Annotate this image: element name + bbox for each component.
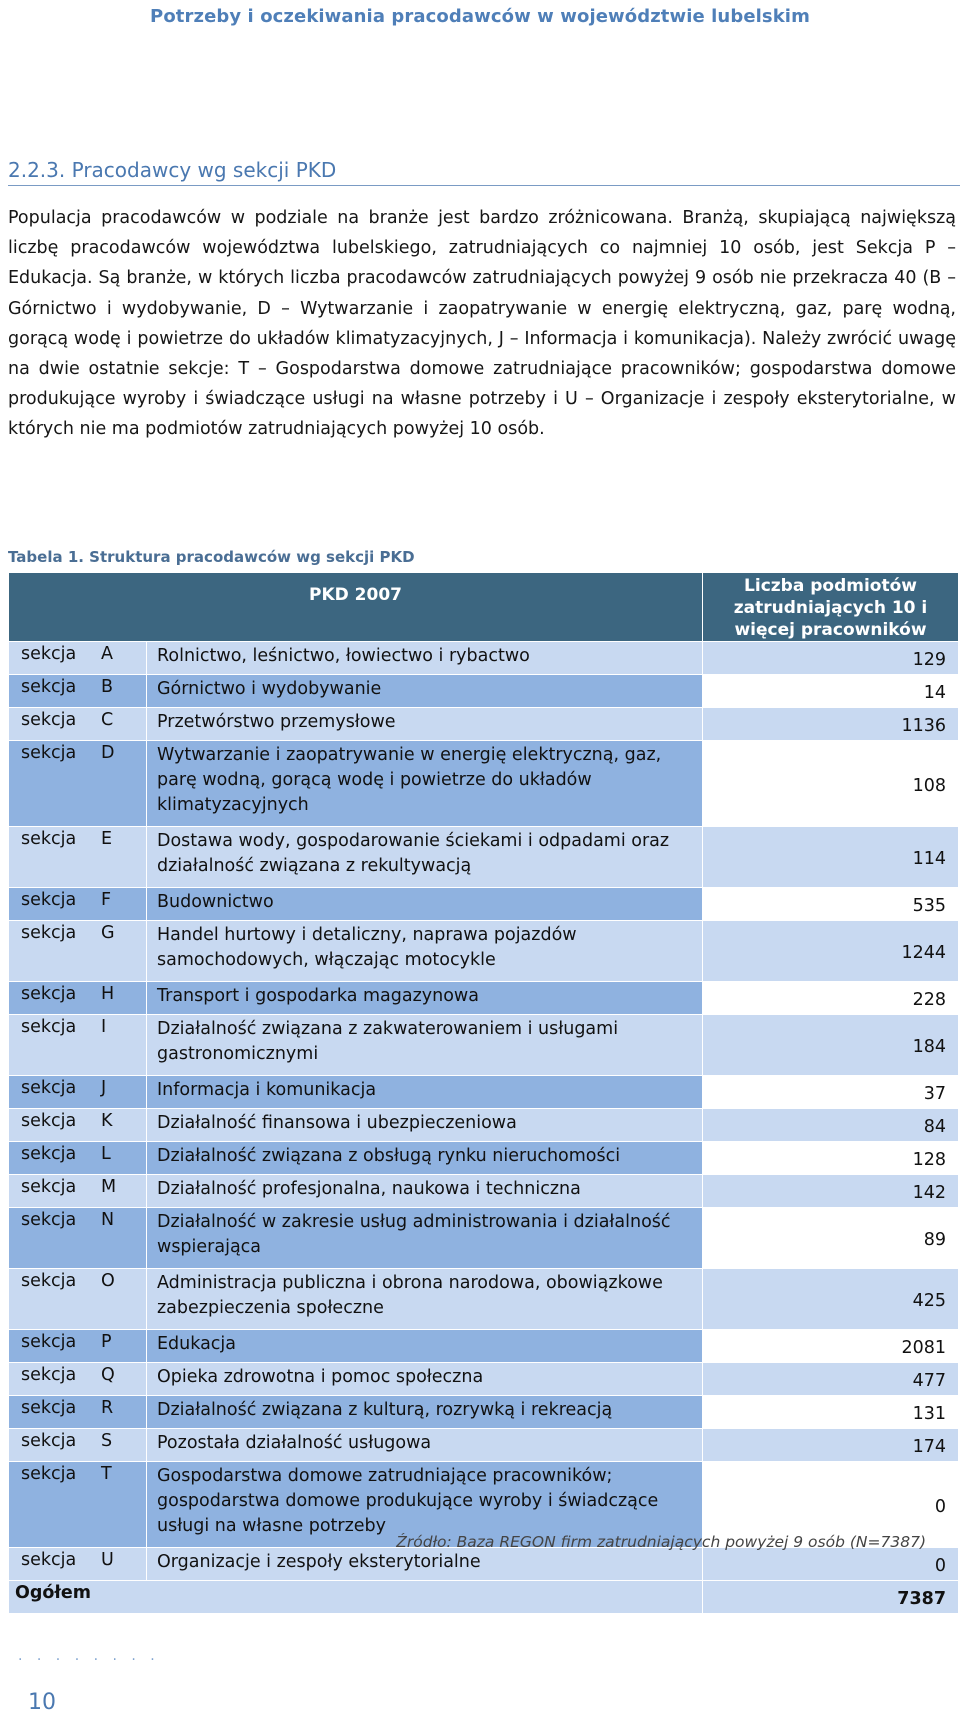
table-row — [9, 1109, 959, 1142]
source-note: Źródło: Baza REGON firm zatrudniających powyżej 9 osób (N=7387) — [396, 1533, 926, 1551]
section-value: 477 — [703, 1363, 959, 1396]
section-name: Działalność związana z zakwaterowaniem i usługami gastronomicznymi — [147, 1015, 703, 1076]
section-word: sekcja — [21, 829, 77, 849]
section-code-cell — [9, 1109, 147, 1142]
header-pkd: PKD 2007 — [9, 573, 703, 642]
section-code-cell — [9, 675, 147, 708]
section-value: 228 — [703, 982, 959, 1015]
section-word: sekcja — [21, 1431, 77, 1451]
section-word: sekcja — [21, 710, 77, 730]
section-heading: 2.2.3. Pracodawcy wg sekcji PKD — [8, 158, 960, 186]
table-header-row — [9, 573, 959, 642]
section-letter: Q — [101, 1365, 115, 1385]
section-code-cell — [9, 708, 147, 741]
section-value: 0 — [703, 1548, 959, 1581]
section-value: 535 — [703, 888, 959, 921]
section-word: sekcja — [21, 644, 77, 664]
table-row — [9, 1015, 959, 1076]
section-code-cell — [9, 1396, 147, 1429]
section-letter: D — [101, 743, 115, 763]
section-word: sekcja — [21, 1111, 77, 1131]
section-name: Pozostała działalność usługowa — [147, 1429, 703, 1462]
table-row — [9, 982, 959, 1015]
table-row — [9, 708, 959, 741]
total-label: Ogółem — [9, 1581, 703, 1614]
section-word: sekcja — [21, 1398, 77, 1418]
table-row — [9, 1076, 959, 1109]
section-value: 129 — [703, 642, 959, 675]
section-name: Działalność finansowa i ubezpieczeniowa — [147, 1109, 703, 1142]
section-letter: P — [101, 1332, 112, 1352]
section-name: Organizacje i zespoły eksterytorialne — [147, 1548, 703, 1581]
section-name: Budownictwo — [147, 888, 703, 921]
section-letter: O — [101, 1271, 115, 1291]
section-code-cell — [9, 1462, 147, 1548]
running-header: Potrzeby i oczekiwania pracodawców w województwie lubelskim — [150, 6, 810, 27]
section-name: Wytwarzanie i zaopatrywanie w energię elektryczną, gaz, parę wodną, gorącą wodę i powietrze do układów klimatyzacyjnych — [147, 741, 703, 827]
page-number: 10 — [28, 1690, 56, 1715]
section-word: sekcja — [21, 1017, 77, 1037]
section-value: 142 — [703, 1175, 959, 1208]
table-row — [9, 1142, 959, 1175]
section-letter: E — [101, 829, 113, 849]
section-letter: S — [101, 1431, 113, 1451]
section-word: sekcja — [21, 1550, 77, 1570]
section-code-cell — [9, 1175, 147, 1208]
table-body — [9, 642, 959, 1614]
section-word: sekcja — [21, 923, 77, 943]
table-row — [9, 888, 959, 921]
table-row — [9, 1396, 959, 1429]
section-name: Górnictwo i wydobywanie — [147, 675, 703, 708]
section-code-cell — [9, 982, 147, 1015]
table-row — [9, 741, 959, 827]
section-word: sekcja — [21, 1177, 77, 1197]
section-letter: R — [101, 1398, 114, 1418]
section-name: Dostawa wody, gospodarowanie ściekami i odpadami oraz działalność związana z rekultywacją — [147, 827, 703, 888]
section-word: sekcja — [21, 984, 77, 1004]
section-value: 174 — [703, 1429, 959, 1462]
section-code-cell — [9, 1142, 147, 1175]
table-row — [9, 675, 959, 708]
section-word: sekcja — [21, 1210, 77, 1230]
section-code-cell — [9, 1330, 147, 1363]
table-caption: Tabela 1. Struktura pracodawców wg sekcji PKD — [8, 548, 415, 566]
section-code-cell — [9, 1363, 147, 1396]
table-row — [9, 1208, 959, 1269]
section-word: sekcja — [21, 1144, 77, 1164]
header-count: Liczba podmiotów zatrudniających 10 i więcej pracowników — [703, 573, 959, 642]
table-row — [9, 1175, 959, 1208]
section-value: 89 — [703, 1208, 959, 1269]
table-row — [9, 1363, 959, 1396]
section-letter: A — [101, 644, 113, 664]
table-row — [9, 827, 959, 888]
section-name: Działalność związana z kulturą, rozrywką i rekreacją — [147, 1396, 703, 1429]
pkd-table — [8, 572, 959, 1614]
section-name: Transport i gospodarka magazynowa — [147, 982, 703, 1015]
section-name: Gospodarstwa domowe zatrudniające pracowników; gospodarstwa domowe produkujące wyroby i świadczące usługi na własne potrzeby — [147, 1462, 703, 1548]
section-name: Opieka zdrowotna i pomoc społeczna — [147, 1363, 703, 1396]
section-letter: T — [101, 1464, 112, 1484]
section-code-cell — [9, 921, 147, 982]
section-value: 0 — [703, 1462, 959, 1548]
section-code-cell — [9, 827, 147, 888]
section-code-cell — [9, 1076, 147, 1109]
section-word: sekcja — [21, 1365, 77, 1385]
section-code-cell — [9, 1548, 147, 1581]
section-letter: B — [101, 677, 114, 697]
section-name: Handel hurtowy i detaliczny, naprawa pojazdów samochodowych, włączając motocykle — [147, 921, 703, 982]
section-value: 1244 — [703, 921, 959, 982]
section-value: 84 — [703, 1109, 959, 1142]
section-name: Działalność profesjonalna, naukowa i techniczna — [147, 1175, 703, 1208]
section-word: sekcja — [21, 677, 77, 697]
section-code-cell — [9, 1269, 147, 1330]
section-value: 425 — [703, 1269, 959, 1330]
table-row — [9, 1548, 959, 1581]
section-value: 14 — [703, 675, 959, 708]
section-letter: C — [101, 710, 114, 730]
section-code-cell — [9, 1208, 147, 1269]
section-code-cell — [9, 1429, 147, 1462]
section-name: Przetwórstwo przemysłowe — [147, 708, 703, 741]
section-value: 1136 — [703, 708, 959, 741]
section-value: 114 — [703, 827, 959, 888]
table-row — [9, 1330, 959, 1363]
section-word: sekcja — [21, 1078, 77, 1098]
section-name: Działalność w zakresie usług administrowania i działalność wspierająca — [147, 1208, 703, 1269]
section-code-cell — [9, 1015, 147, 1076]
section-letter: N — [101, 1210, 115, 1230]
section-letter: I — [101, 1017, 107, 1037]
section-word: sekcja — [21, 743, 77, 763]
section-value: 131 — [703, 1396, 959, 1429]
section-letter: G — [101, 923, 115, 943]
section-word: sekcja — [21, 1464, 77, 1484]
intro-paragraph: Populacja pracodawców w podziale na branże jest bardzo zróżnicowana. Branżą, skupiającą największą liczbę pracodawców województwa lubelskiego, zatrudniających co najmniej 10 osób, jest Sekcja P – Edukacja. Są branże, w których liczba pracodawców zatrudniających powyżej 9 osób nie przekracza 40 (B – Górnictwo i wydobywanie, D – Wytwarzanie i zaopatrywanie w energię elektryczną, gaz, parę wodną, gorącą wodę i powietrze do układów klimatyzacyjnych, J – Informacja i komunikacja). Należy zwrócić uwagę na dwie ostatnie sekcje: T – Gospodarstwa domowe zatrudniające pracowników; gospodarstwa domowe produkujące wyroby i świadczące usługi na własne potrzeby i U – Organizacje i zespoły eksterytorialne, w których nie ma podmiotów zatrudniających powyżej 10 osób. — [8, 208, 956, 440]
section-letter: K — [101, 1111, 113, 1131]
table-row — [9, 921, 959, 982]
total-value: 7387 — [703, 1581, 959, 1614]
section-letter: F — [101, 890, 112, 910]
section-code-cell — [9, 741, 147, 827]
table-row — [9, 1269, 959, 1330]
section-letter: J — [101, 1078, 107, 1098]
section-value: 37 — [703, 1076, 959, 1109]
section-letter: U — [101, 1550, 114, 1570]
section-name: Rolnictwo, leśnictwo, łowiectwo i rybactwo — [147, 642, 703, 675]
section-code-cell — [9, 642, 147, 675]
section-value: 128 — [703, 1142, 959, 1175]
table-row — [9, 642, 959, 675]
section-value: 2081 — [703, 1330, 959, 1363]
section-name: Działalność związana z obsługą rynku nieruchomości — [147, 1142, 703, 1175]
section-value: 184 — [703, 1015, 959, 1076]
section-code-cell — [9, 888, 147, 921]
section-word: sekcja — [21, 890, 77, 910]
section-letter: L — [101, 1144, 111, 1164]
total-row — [9, 1581, 959, 1614]
table-row — [9, 1429, 959, 1462]
footer-dots: · · · · · · · · — [18, 1652, 160, 1668]
section-name: Administracja publiczna i obrona narodowa, obowiązkowe zabezpieczenia społeczne — [147, 1269, 703, 1330]
section-letter: H — [101, 984, 115, 1004]
section-word: sekcja — [21, 1271, 77, 1291]
section-name: Informacja i komunikacja — [147, 1076, 703, 1109]
section-word: sekcja — [21, 1332, 77, 1352]
section-letter: M — [101, 1177, 117, 1197]
section-name: Edukacja — [147, 1330, 703, 1363]
section-value: 108 — [703, 741, 959, 827]
